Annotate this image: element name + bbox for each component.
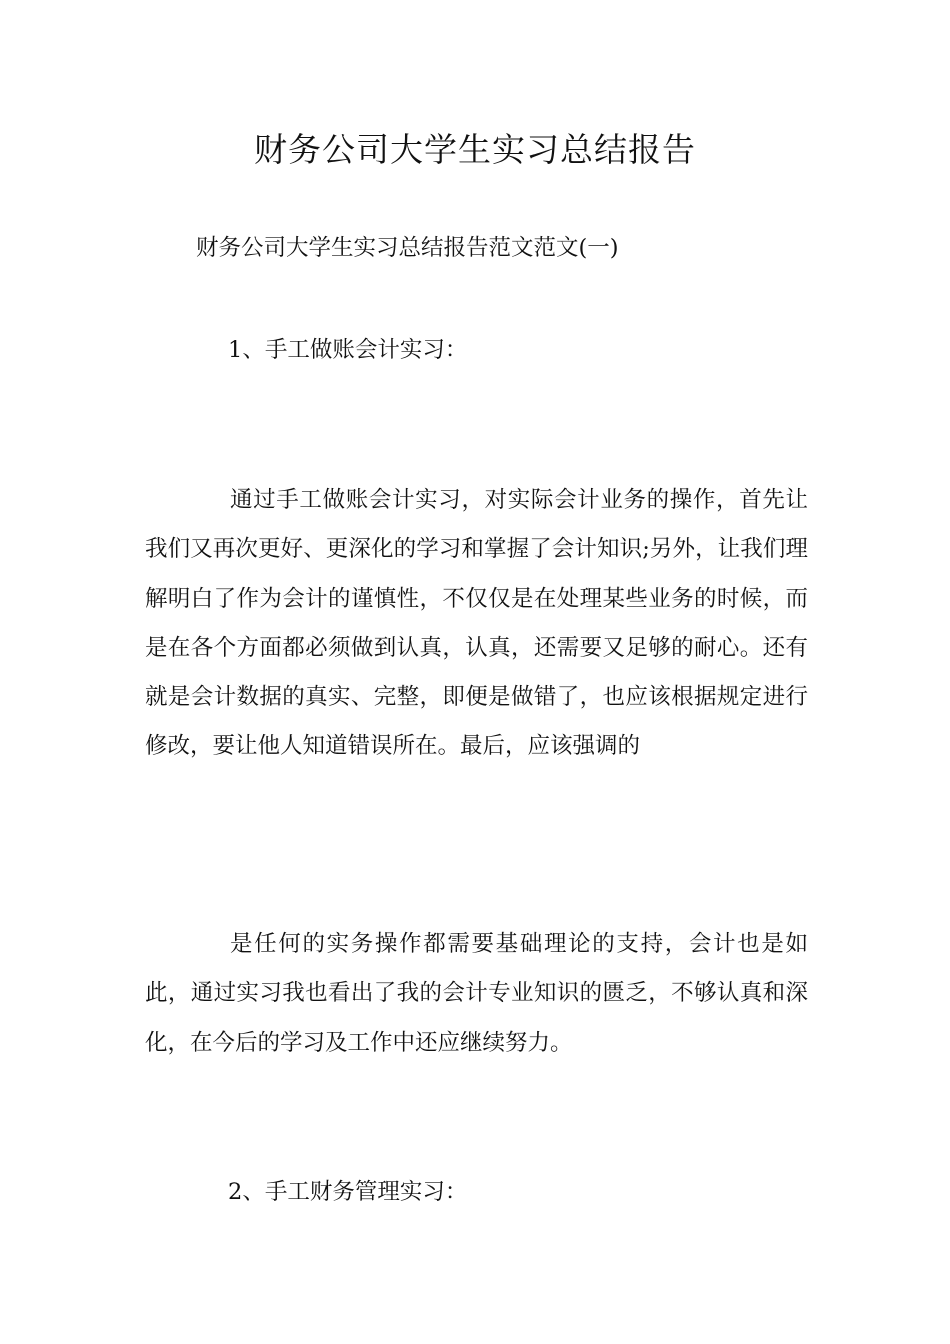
section-heading-1: 1、手工做账会计实习： bbox=[228, 337, 468, 363]
body-paragraph-2: 是任何的实务操作都需要基础理论的支持，会计也是如此，通过实习我也看出了我的会计专业知识的匮乏，不够认真和深化，在今后的学习及工作中还应继续努力。 bbox=[145, 931, 808, 1056]
section-heading-2: 2、手工财务管理实习： bbox=[228, 1179, 468, 1205]
body-paragraph-1: 通过手工做账会计实习，对实际会计业务的操作，首先让我们又再次更好、更深化的学习和掌握了会计知识;另外，让我们理解明白了作为会计的谨慎性，不仅仅是在处理某些业务的时候，而是在各个方面都必须做到认真，认真，还需要又足够的耐心。还有就是会计数据的真实、完整，即便是做错了，也应该根据规定进行修改，要让他人知道错误所在。最后，应该强调的 bbox=[145, 487, 808, 760]
document-title: 财务公司大学生实习总结报告 bbox=[254, 130, 696, 169]
document-subtitle: 财务公司大学生实习总结报告范文范文(一) bbox=[196, 235, 619, 261]
